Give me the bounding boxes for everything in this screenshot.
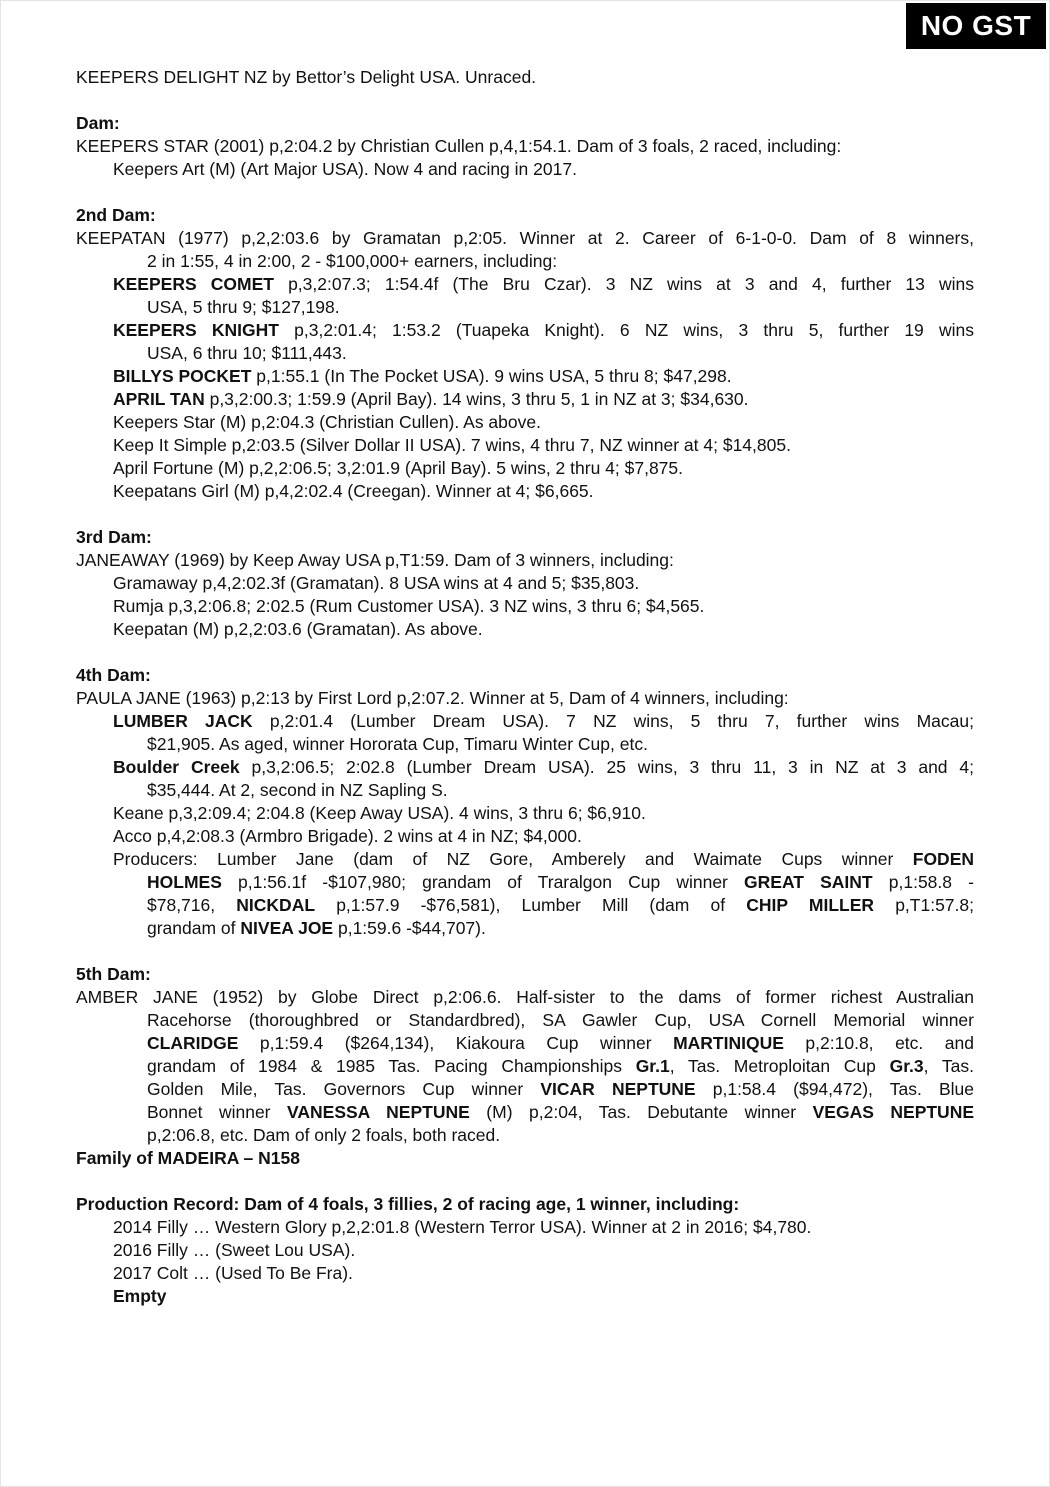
text-run: Gramaway p,4,2:02.3f (Gramatan). 8 USA wins at 4 and 5; $35,803.: [113, 573, 640, 593]
text-run: CLARIDGE: [147, 1033, 239, 1053]
text-run: 2016 Filly … (Sweet Lou USA).: [113, 1240, 356, 1260]
doc-line: [1, 1193, 1049, 1216]
text-run: BILLYS POCKET: [113, 366, 252, 386]
text-run: Production Record: Dam of 4 foals, 3 fillies, 2 of racing age, 1 winner, including:: [76, 1194, 740, 1214]
text-run: p,2:10.8, etc. and: [783, 1033, 974, 1053]
blank-line: [1, 89, 1049, 112]
text-run: Keepatan (M) p,2,2:03.6 (Gramatan). As above.: [113, 619, 483, 639]
text-run: Rumja p,3,2:06.8; 2:02.5 (Rum Customer USA). 3 NZ wins, 3 thru 6; $4,565.: [113, 596, 705, 616]
text-run: p,2:01.4 (Lumber Dream USA). 7 NZ wins, 5 thru 7, further wins Macau;: [252, 711, 974, 731]
text-run: p,1:57.9 -$76,581), Lumber Mill (dam of: [315, 895, 747, 915]
text-run: NIVEA JOE: [240, 918, 334, 938]
text-run: GREAT SAINT: [744, 872, 873, 892]
text-run: Keepers Art (M) (Art Major USA). Now 4 and racing in 2017.: [113, 159, 577, 179]
doc-line: [1, 250, 1049, 273]
doc-line: [1, 1032, 1049, 1055]
text-run: KEEPERS STAR (2001) p,2:04.2 by Christian Cullen p,4,1:54.1. Dam of 3 foals, 2 raced, including:: [76, 136, 842, 156]
text-run: 2017 Colt … (Used To Be Fra).: [113, 1263, 353, 1283]
text-run: Gr.3: [889, 1056, 924, 1076]
text-run: PAULA JANE (1963) p,2:13 by First Lord p,2:07.2. Winner at 5, Dam of 4 winners, including:: [76, 688, 789, 708]
doc-line: [1, 135, 1049, 158]
text-run: Empty: [113, 1286, 167, 1306]
text-run: p,T1:57.8;: [874, 895, 974, 915]
blank-line: [1, 940, 1049, 963]
doc-line: [1, 894, 1049, 917]
blank-line: [1, 1170, 1049, 1193]
text-run: p,1:58.8 -: [872, 872, 974, 892]
doc-line: [1, 848, 1049, 871]
text-run: 2nd Dam:: [76, 205, 156, 225]
text-run: VANESSA NEPTUNE: [287, 1102, 470, 1122]
text-run: JANEAWAY (1969) by Keep Away USA p,T1:59. Dam of 3 winners, including:: [76, 550, 674, 570]
doc-line: [1, 434, 1049, 457]
text-run: Family of MADEIRA – N158: [76, 1148, 300, 1168]
doc-line: [1, 1078, 1049, 1101]
doc-line: [1, 1147, 1049, 1170]
text-run: Golden Mile, Tas. Governors Cup winner: [147, 1079, 541, 1099]
text-run: $78,716,: [147, 895, 237, 915]
doc-line: [1, 917, 1049, 940]
no-gst-badge: NO GST: [906, 3, 1046, 49]
doc-line: [1, 963, 1049, 986]
doc-line: [1, 411, 1049, 434]
doc-line: [1, 595, 1049, 618]
doc-line: [1, 1285, 1049, 1308]
doc-line: [1, 710, 1049, 733]
text-run: Keepers Star (M) p,2:04.3 (Christian Cullen). As above.: [113, 412, 541, 432]
text-run: $35,444. At 2, second in NZ Sapling S.: [147, 780, 448, 800]
text-run: MARTINIQUE: [673, 1033, 784, 1053]
doc-line: [1, 480, 1049, 503]
doc-line: [1, 618, 1049, 641]
text-run: 2 in 1:55, 4 in 2:00, 2 - $100,000+ earners, including:: [147, 251, 558, 271]
doc-line: [1, 1239, 1049, 1262]
doc-line: [1, 1055, 1049, 1078]
doc-line: [1, 1262, 1049, 1285]
text-run: Gr.1: [635, 1056, 670, 1076]
text-run: p,2:06.8, etc. Dam of only 2 foals, both raced.: [147, 1125, 501, 1145]
text-run: APRIL TAN: [113, 389, 205, 409]
doc-line: [1, 388, 1049, 411]
text-run: KEEPATAN (1977) p,2,2:03.6 by Gramatan p,2:05. Winner at 2. Career of 6-1-0-0. Dam of 8 winners,: [76, 228, 974, 248]
text-run: Racehorse (thoroughbred or Standardbred), SA Gawler Cup, USA Cornell Memorial winner: [147, 1010, 974, 1030]
doc-line: [1, 319, 1049, 342]
text-run: 2014 Filly … Western Glory p,2,2:01.8 (Western Terror USA). Winner at 2 in 2016; $4,780.: [113, 1217, 812, 1237]
doc-line: [1, 825, 1049, 848]
doc-line: [1, 204, 1049, 227]
doc-line: [1, 733, 1049, 756]
doc-line: [1, 158, 1049, 181]
text-run: FODEN: [912, 849, 974, 869]
text-run: Keep It Simple p,2:03.5 (Silver Dollar II USA). 7 wins, 4 thru 7, NZ winner at 4; $14,805.: [113, 435, 791, 455]
text-run: Acco p,4,2:08.3 (Armbro Brigade). 2 wins at 4 in NZ; $4,000.: [113, 826, 582, 846]
text-run: VEGAS NEPTUNE: [812, 1102, 975, 1122]
document-body: [1, 1, 1049, 1308]
text-run: , Tas. Metroploitan Cup: [669, 1056, 890, 1076]
text-run: 5th Dam:: [76, 964, 151, 984]
text-run: Bonnet winner: [147, 1102, 288, 1122]
text-run: Dam:: [76, 113, 120, 133]
text-run: p,3,2:01.4; 1:53.2 (Tuapeka Knight). 6 NZ wins, 3 thru 5, further 19 wins: [278, 320, 974, 340]
text-run: AMBER JANE (1952) by Globe Direct p,2:06.6. Half-sister to the dams of former richest Australian: [76, 987, 974, 1007]
doc-line: [1, 526, 1049, 549]
text-run: (M) p,2:04, Tas. Debutante winner: [469, 1102, 813, 1122]
text-run: HOLMES: [147, 872, 222, 892]
doc-line: [1, 342, 1049, 365]
doc-line: [1, 572, 1049, 595]
text-run: Keepatans Girl (M) p,4,2:02.4 (Creegan). Winner at 4; $6,665.: [113, 481, 594, 501]
text-run: p,1:59.6 -$44,707).: [333, 918, 486, 938]
doc-line: [1, 1216, 1049, 1239]
text-run: p,1:59.4 ($264,134), Kiakoura Cup winner: [238, 1033, 674, 1053]
doc-line: [1, 296, 1049, 319]
text-run: p,3,2:00.3; 1:59.9 (April Bay). 14 wins, 3 thru 5, 1 in NZ at 3; $34,630.: [204, 389, 749, 409]
doc-line: [1, 756, 1049, 779]
text-run: KEEPERS DELIGHT NZ by Bettor’s Delight USA. Unraced.: [76, 67, 537, 87]
text-run: p,3,2:07.3; 1:54.4f (The Bru Czar). 3 NZ wins at 3 and 4, further 13 wins: [273, 274, 974, 294]
doc-line: [1, 1009, 1049, 1032]
text-run: Keane p,3,2:09.4; 2:04.8 (Keep Away USA). 4 wins, 3 thru 6; $6,910.: [113, 803, 646, 823]
text-run: , Tas.: [923, 1056, 974, 1076]
doc-line: [1, 66, 1049, 89]
text-run: grandam of 1984 & 1985 Tas. Pacing Championships: [147, 1056, 636, 1076]
text-run: LUMBER JACK: [113, 711, 253, 731]
text-run: KEEPERS KNIGHT: [113, 320, 279, 340]
doc-line: [1, 457, 1049, 480]
text-run: $21,905. As aged, winner Hororata Cup, Timaru Winter Cup, etc.: [147, 734, 648, 754]
text-run: p,3,2:06.5; 2:02.8 (Lumber Dream USA). 25 wins, 3 thru 11, 3 in NZ at 3 and 4;: [239, 757, 974, 777]
doc-line: [1, 687, 1049, 710]
text-run: NICKDAL: [236, 895, 316, 915]
text-run: grandam of: [147, 918, 241, 938]
text-run: KEEPERS COMET: [113, 274, 274, 294]
doc-line: [1, 549, 1049, 572]
text-run: Producers: Lumber Jane (dam of NZ Gore, Amberely and Waimate Cups winner: [113, 849, 913, 869]
text-run: CHIP MILLER: [746, 895, 875, 915]
doc-line: [1, 1101, 1049, 1124]
doc-line: [1, 871, 1049, 894]
text-run: 4th Dam:: [76, 665, 151, 685]
blank-line: [1, 503, 1049, 526]
doc-line: [1, 227, 1049, 250]
text-run: USA, 5 thru 9; $127,198.: [147, 297, 340, 317]
text-run: USA, 6 thru 10; $111,443.: [147, 343, 347, 363]
text-run: April Fortune (M) p,2,2:06.5; 3,2:01.9 (April Bay). 5 wins, 2 thru 4; $7,875.: [113, 458, 684, 478]
text-run: VICAR NEPTUNE: [540, 1079, 696, 1099]
doc-line: [1, 365, 1049, 388]
text-run: 3rd Dam:: [76, 527, 152, 547]
doc-line: [1, 664, 1049, 687]
doc-line: [1, 112, 1049, 135]
doc-line: [1, 802, 1049, 825]
doc-line: [1, 1124, 1049, 1147]
doc-line: [1, 273, 1049, 296]
blank-line: [1, 181, 1049, 204]
text-run: p,1:58.4 ($94,472), Tas. Blue: [695, 1079, 974, 1099]
text-run: Boulder Creek: [113, 757, 240, 777]
doc-line: [1, 779, 1049, 802]
text-run: p,1:56.1f -$107,980; grandam of Traralgon Cup winner: [221, 872, 745, 892]
text-run: p,1:55.1 (In The Pocket USA). 9 wins USA, 5 thru 8; $47,298.: [251, 366, 732, 386]
doc-line: [1, 986, 1049, 1009]
blank-line: [1, 641, 1049, 664]
